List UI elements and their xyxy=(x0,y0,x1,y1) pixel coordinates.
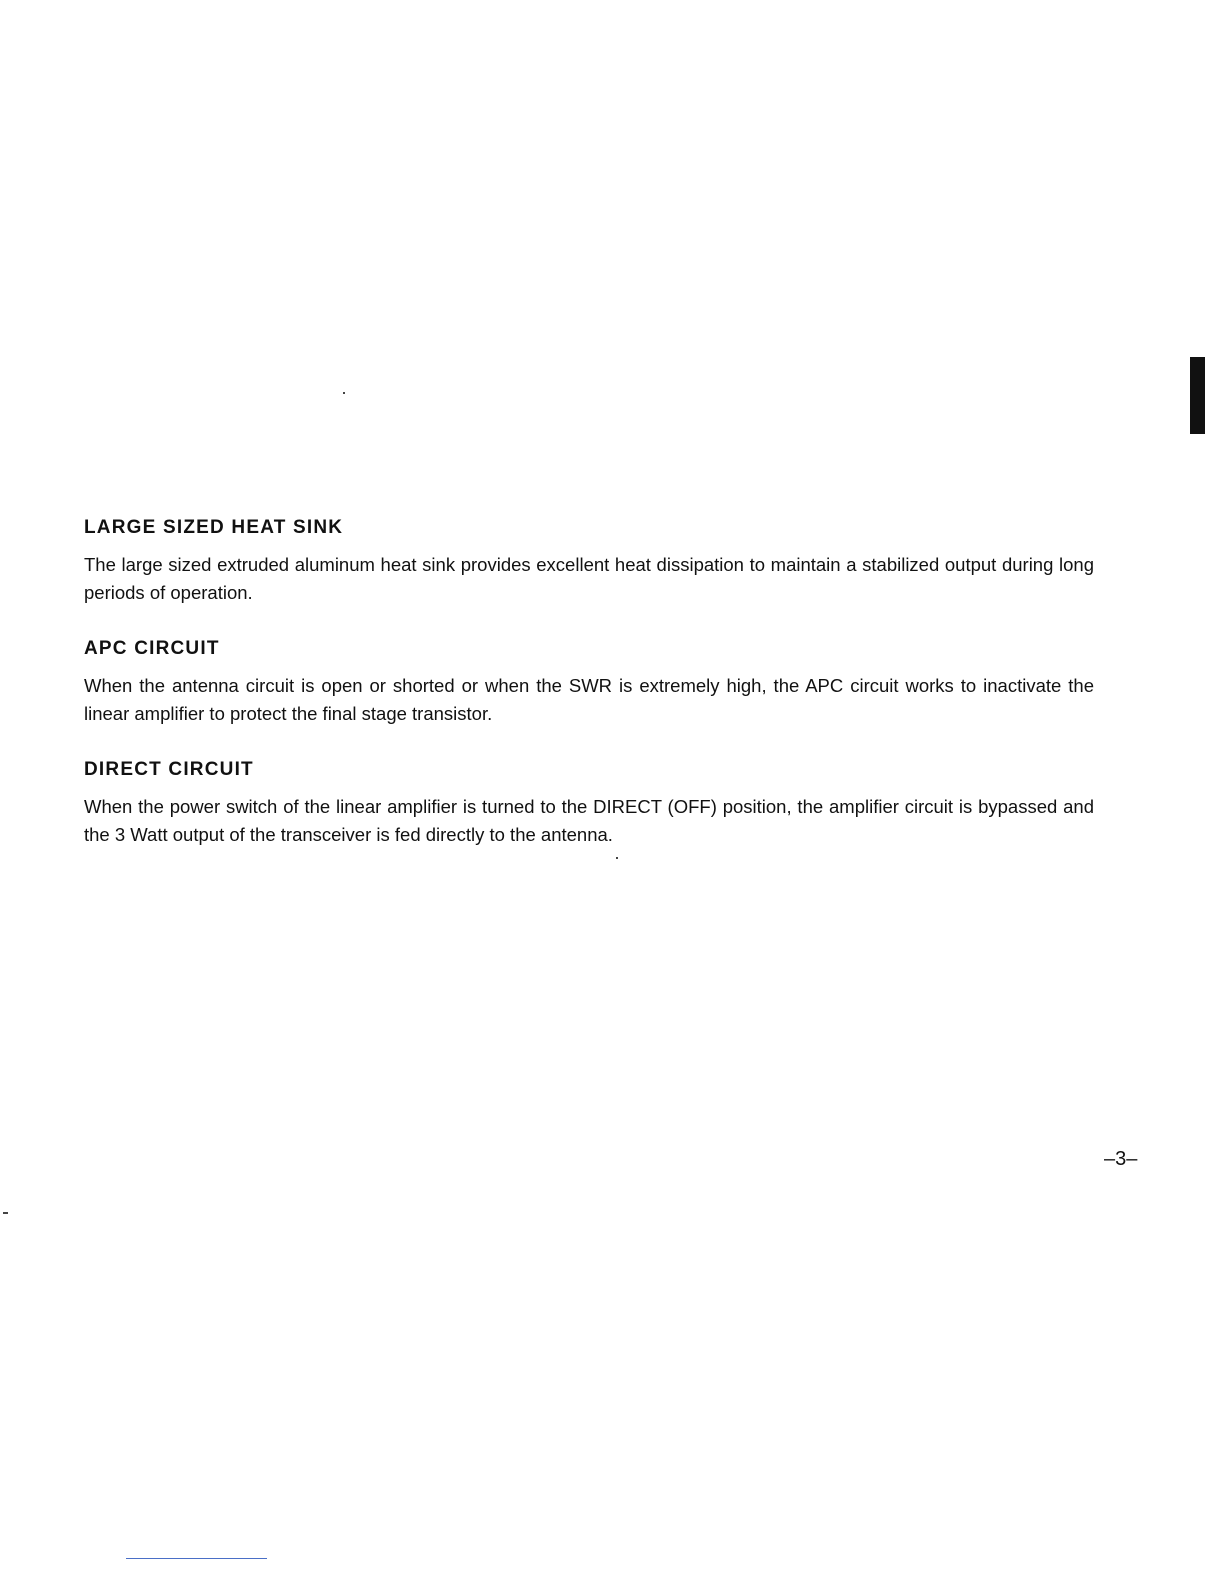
scan-speck xyxy=(3,1212,8,1214)
section-body: When the antenna circuit is open or shorted or when the SWR is extremely high, the APC circuit works to inactivate the linear amplifier to protect the final stage transistor. xyxy=(84,675,1094,724)
section-heading: DIRECT CIRCUIT xyxy=(84,759,254,780)
margin-change-bar xyxy=(1190,357,1205,434)
section-apc-circuit xyxy=(84,637,1094,728)
section-direct-circuit xyxy=(84,758,1094,849)
section-heat-sink xyxy=(84,516,1094,607)
section-heading: LARGE SIZED HEAT SINK xyxy=(84,517,344,538)
footer-rule xyxy=(126,1558,267,1559)
scan-speck xyxy=(616,857,618,859)
page-number: –3– xyxy=(1104,1148,1138,1170)
scan-speck xyxy=(343,392,345,394)
section-heading: APC CIRCUIT xyxy=(84,638,220,659)
section-body: The large sized extruded aluminum heat sink provides excellent heat dissipation to maintain a stabilized output during long periods of operation. xyxy=(84,554,1094,603)
section-body: When the power switch of the linear amplifier is turned to the DIRECT (OFF) position, the amplifier circuit is bypassed and the 3 Watt output of the transceiver is fed directly to the antenna. xyxy=(84,796,1094,845)
